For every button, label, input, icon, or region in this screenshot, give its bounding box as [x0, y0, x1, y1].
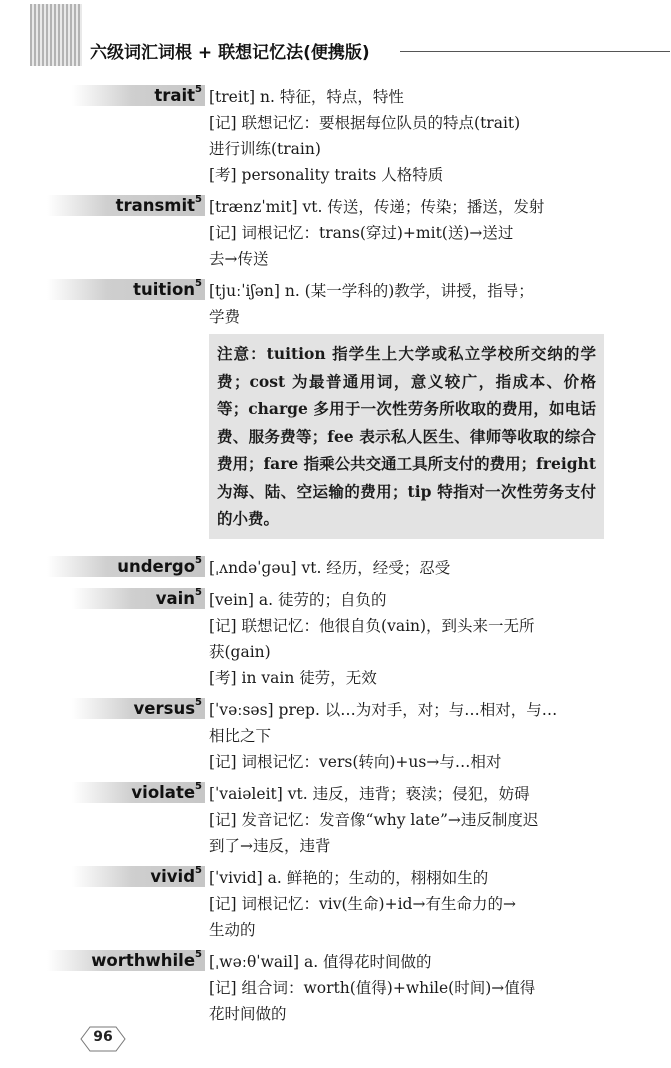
page-number: 96 [93, 1029, 113, 1045]
headword [72, 85, 205, 106]
memory-tip-line: [记] 词根记忆：viv(生命)+id→有生命力的→ [209, 894, 516, 913]
headword [47, 950, 205, 971]
header-decoration [30, 4, 82, 66]
headword [72, 588, 205, 609]
headword-text: vivid [150, 866, 196, 886]
definition-line: [vein] a. 徒劳的；自负的 [209, 590, 387, 609]
exam-tip-line: [考] in vain 徒劳，无效 [209, 668, 377, 687]
headword-text: undergo [117, 556, 196, 576]
memory-tip-line: 去→传送 [209, 250, 269, 268]
definition-line: [treit] n. 特征，特点，特性 [209, 88, 404, 106]
definition-line: [trænzˈmit] vt. 传送，传递；传染；播送，发射 [209, 198, 545, 216]
headword-level: 5 [195, 864, 202, 876]
definition-line: [ˈvaiəleit] vt. 违反，违背；亵渎；侵犯，妨碍 [209, 784, 530, 803]
memory-tip-line: [记] 词根记忆：trans(穿过)+mit(送)→送过 [209, 224, 514, 242]
entry-versus [0, 697, 671, 775]
headword-text: worthwhile [91, 950, 196, 970]
headword-text: tuition [133, 280, 196, 299]
definition-line: 学费 [209, 308, 241, 326]
page-number-badge [80, 1026, 126, 1052]
memory-tip-line: [记] 词根记忆：vers(转向)+us→与…相对 [209, 752, 502, 771]
memory-tip-line: [记] 组合词：worth(值得)+while(时间)→值得 [209, 978, 536, 997]
memory-tip-line: [记] 联想记忆：他很自负(vain)，到头来一无所 [209, 616, 535, 635]
headword-text: violate [131, 782, 196, 802]
headword-text: versus [133, 698, 196, 718]
definition-line: [ˌwəːθˈwail] a. 值得花时间做的 [209, 952, 432, 971]
headword-level: 5 [195, 554, 202, 566]
definition-line: [ˈvivid] a. 鲜艳的；生动的，栩栩如生的 [209, 868, 489, 887]
memory-tip-line: 进行训练(train) [209, 140, 321, 158]
memory-tip-line: 到了→违反，违背 [209, 836, 331, 855]
memory-tip-line: [记] 发音记忆：发音像“why late”→违反制度迟 [209, 810, 539, 829]
entry-trait [0, 84, 671, 188]
headword-level: 5 [195, 586, 202, 598]
headword [47, 195, 205, 216]
headword [72, 866, 205, 887]
memory-tip-line: 生动的 [209, 920, 256, 939]
memory-tip-line: [记] 联想记忆：要根据每位队员的特点(trait) [209, 114, 521, 132]
entry-tuition [0, 278, 671, 549]
running-header-title: 六级词汇词根 + 联想记忆法(便携版) [90, 43, 370, 63]
definition-line: [ˈvəːsəs] prep. 以…为对手，对；与…相对，与… [209, 700, 558, 719]
headword-level: 5 [195, 84, 202, 95]
definition-line: [ˌʌndəˈɡəu] vt. 经历，经受；忍受 [209, 558, 451, 577]
headword [47, 556, 205, 577]
headword-text: trait [154, 86, 196, 105]
headword-text: transmit [115, 196, 196, 215]
entry-vivid [0, 865, 671, 943]
memory-tip-line: 获(gain) [209, 642, 271, 661]
entry-undergo [0, 555, 671, 581]
headword-text: vain [155, 588, 196, 608]
entry-vain [0, 587, 671, 691]
definition-line: [tjuːˈiʃən] n. (某一学科的)教学，讲授，指导； [209, 282, 534, 300]
entry-list [0, 84, 671, 1033]
usage-note-box: 注意：tuition 指学生上大学或私立学校所交纳的学费；cost 为最普通用词，意义较广，指成本、价格等；charge 多用于一次性劳务所收取的费用，如电话费、服务费等；fee 表示私人医生、律师等收取的综合费用；fare 指乘公共交通工具所支付的费用；freight 为海、陆、空运输的费用；tip 特指对一次性劳务支付的小费。 [209, 334, 604, 539]
headword-level: 5 [195, 278, 202, 289]
headword-level: 5 [195, 194, 202, 205]
memory-tip-line: 花时间做的 [209, 1004, 287, 1023]
exam-tip-line: [考] personality traits 人格特质 [209, 166, 444, 184]
header-rule [400, 51, 670, 52]
headword [47, 279, 205, 300]
definition-line: 相比之下 [209, 726, 272, 745]
headword-level: 5 [195, 948, 202, 960]
headword-level: 5 [195, 780, 202, 792]
entry-violate [0, 781, 671, 859]
entry-worthwhile [0, 949, 671, 1027]
entry-transmit [0, 194, 671, 272]
headword-level: 5 [195, 696, 202, 708]
headword [72, 698, 205, 719]
headword [72, 782, 205, 803]
